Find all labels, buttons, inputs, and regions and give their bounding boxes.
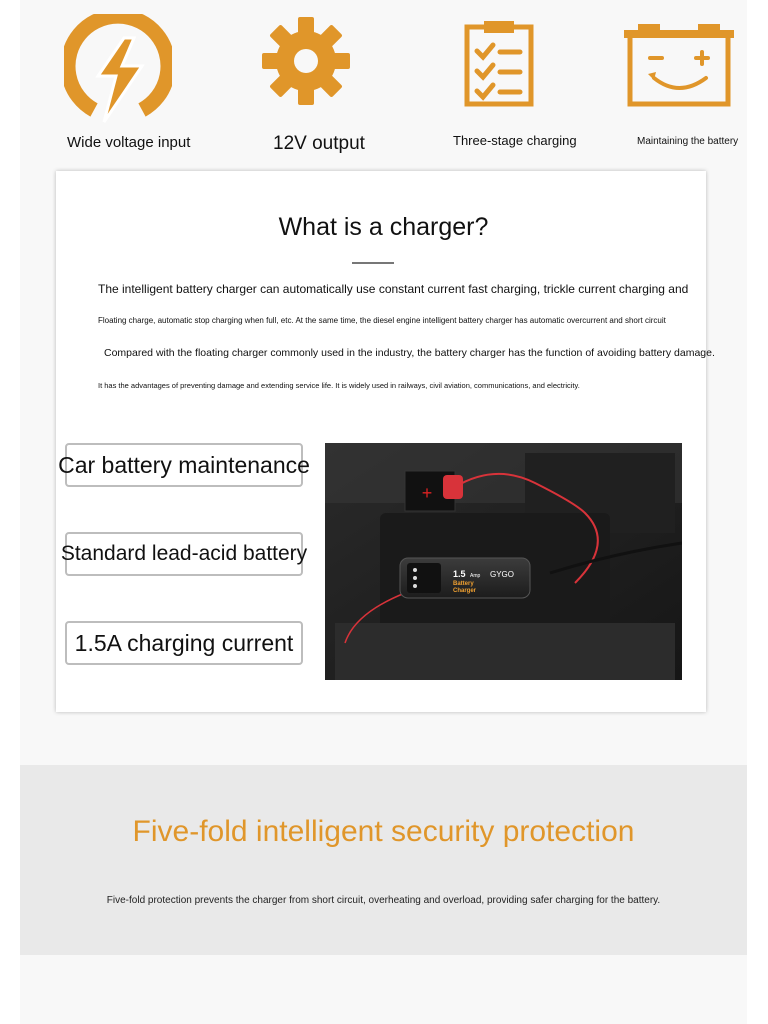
svg-text:Charger: Charger — [453, 588, 477, 594]
product-page — [20, 0, 747, 1024]
spec-standard-lead-acid: Standard lead-acid battery — [65, 532, 303, 576]
gear-icon — [262, 17, 350, 105]
feature-row — [20, 0, 747, 165]
feature-label-12v-output: 12V output — [273, 133, 365, 154]
title-divider — [352, 262, 394, 264]
svg-text:+: + — [421, 483, 433, 503]
svg-text:1.5: 1.5 — [453, 569, 466, 579]
intro-line-3: Compared with the floating charger commonly used in the industry, the battery charger has the function of avoiding battery damage. — [104, 347, 715, 359]
product-photo — [325, 443, 682, 680]
intro-line-2: Floating charge, automatic stop charging when full, etc. At the same time, the diesel engine intelligent battery charger has automatic overcurrent and short circuit — [98, 316, 666, 325]
svg-text:Battery: Battery — [453, 581, 474, 587]
intro-line-1: The intelligent battery charger can automatically use constant current fast charging, trickle current charging and — [98, 282, 689, 296]
battery-smile-icon — [624, 22, 734, 108]
feature-label-wide-voltage: Wide voltage input — [67, 134, 191, 151]
spec-car-battery-maintenance: Car battery maintenance — [65, 443, 303, 487]
svg-text:GYGO: GYGO — [490, 570, 515, 579]
protection-description: Five-fold protection prevents the charger from short circuit, overheating and overload, providing safer charging for the battery. — [106, 895, 661, 906]
spec-charging-current: 1.5A charging current — [65, 621, 303, 665]
lightning-icon — [64, 14, 172, 126]
feature-label-maintaining: Maintaining the battery — [637, 136, 739, 147]
card-title: What is a charger? — [278, 213, 489, 241]
intro-line-4: It has the advantages of preventing damage and extending service life. It is widely used in railways, civil aviation, communications, and electricity. — [98, 381, 580, 390]
checklist-icon — [464, 19, 534, 107]
svg-text:Amp: Amp — [470, 573, 481, 579]
feature-label-three-stage: Three-stage charging — [453, 133, 577, 148]
protection-section — [20, 765, 747, 955]
protection-title: Five-fold intelligent security protection — [132, 815, 635, 848]
